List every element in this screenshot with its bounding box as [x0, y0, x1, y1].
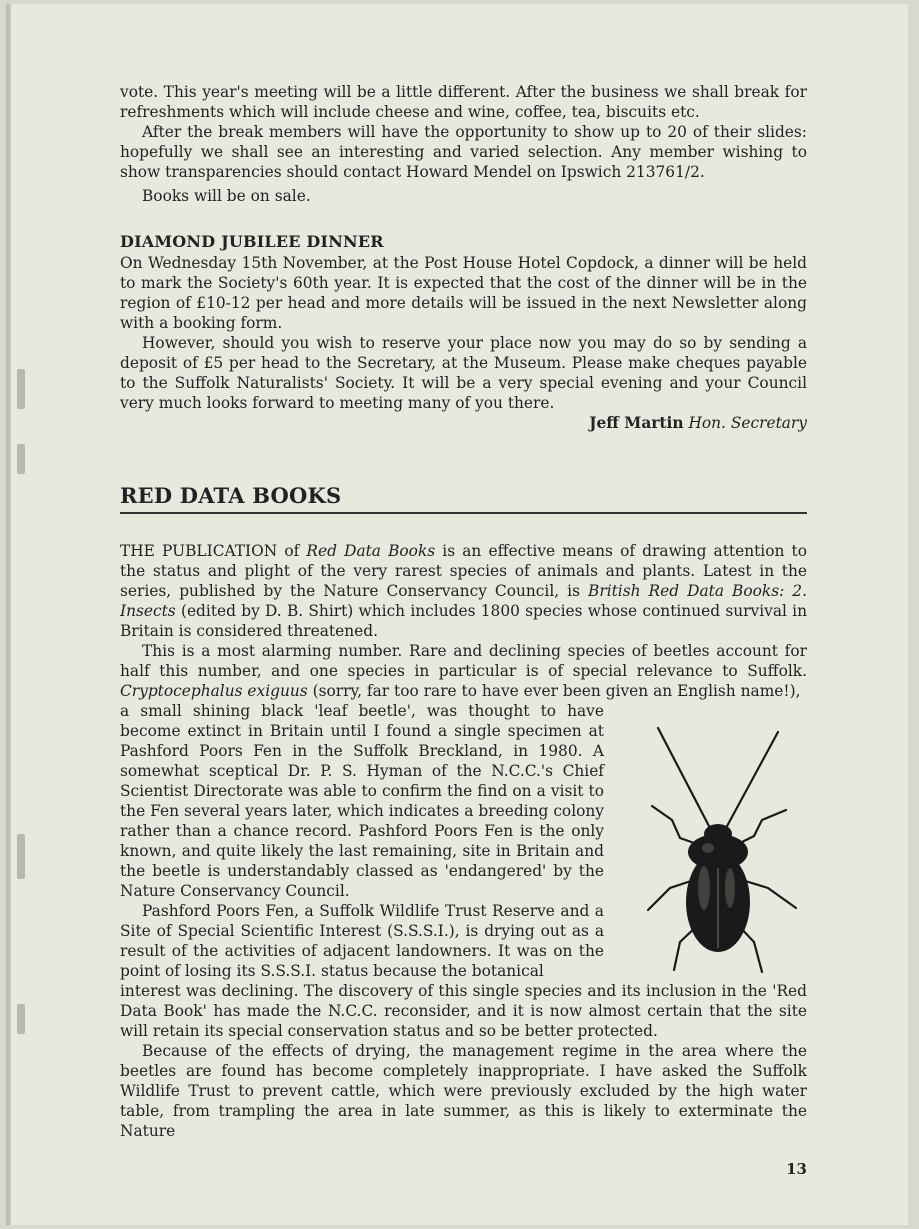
signature-title: Hon. Secretary [688, 414, 807, 432]
intro-paragraph-3: Books will be on sale. [142, 187, 311, 205]
article-paragraph-4: Because of the effects of drying, the management regime in the area where the beetles are found has become completely inappropriate. I have asked the Suffolk Wildlife Trust to prevent cattle, which were previously excluded by the high water table, from trampling the area in late summer, as this is likely to exterminate the Nature [120, 1042, 807, 1140]
page-edge-mark [17, 369, 25, 409]
dinner-paragraph-2: However, should you wish to reserve your place now you may do so by sending a deposit of £5 per head to the Secretary, at the Museum. Please make cheques payable to the Suffolk Naturalists' Society. It will be a very special evening and your Council very much looks forward to meeting many of you there. [120, 334, 807, 412]
text-run: This is a most alarming number. Rare and declining species of beetles account for half this number, and one species in particular is of special relevance to Suffolk. [120, 642, 807, 680]
text-run: (sorry, far too rare to have ever been given an English name!), [307, 682, 801, 700]
article-paragraph-2-wrap: a small shining black 'leaf beetle', was thought to have become extinct in Britain until I found a single specimen at Pashford Poors Fen in the Suffolk Breckland, in 1980. A somewhat sceptical Dr. P. S. Hyman of the N.C.C.'s Chief Scientist Directorate was able to confirm the find on a visit to the Fen several years later, which indicates a breeding colony rather than a chance record. Pashford Poors Fen is the only known, and quite likely the last remaining, site in Britain and the beetle is understandably classed as 'endangered' by the Nature Conservancy Council. [120, 702, 604, 900]
article-paragraph-3-rest: interest was declining. The discovery of this single species and its inclusion in the 'Red Data Book' has made the N.C.C. reconsider, and it is now almost certain that the site will retain its special conservation status and so be better protected. [120, 982, 807, 1040]
text-run: (edited by D. B. Shirt) which includes 1800 species whose continued survival in Britain is considered threatened. [120, 602, 807, 640]
text-run: is an effective means of drawing attention to the status and plight of the very rarest species of animals and plants. Latest in the series, published by the Nature Conservancy Council, is [120, 542, 807, 600]
page-edge-mark [17, 834, 25, 879]
intro-section [120, 82, 807, 206]
page-edge-mark [17, 444, 25, 474]
article-paragraph-2 [120, 641, 807, 701]
signature-name: Jeff Martin [589, 414, 684, 432]
article-header [120, 483, 807, 514]
article-heading: RED DATA BOOKS [120, 483, 342, 508]
species-name: Cryptocephalus exiguus [120, 682, 308, 700]
page-number: 13 [786, 1160, 807, 1178]
article-paragraph-3-wrap: Pashford Poors Fen, a Suffolk Wildlife Trust Reserve and a Site of Special Scientific Interest (S.S.S.I.), is drying out as a result of the activities of adjacent landowners. It was on the point of losing its S.S.S.I. status because the botanical [120, 902, 604, 980]
dinner-section [120, 232, 807, 433]
intro-paragraph-2: After the break members will have the opportunity to show up to 20 of their slides: hopefully we shall see an interesting and varied selection. Any member wishing to show transparencies should contact Howard Mendel on Ipswich 213761/2. [120, 123, 807, 181]
italic-title: Red Data Books [306, 542, 436, 560]
heading-rule [120, 512, 807, 514]
article-paragraph-1 [120, 541, 807, 641]
signature [120, 413, 807, 433]
page-edge-mark [17, 1004, 25, 1034]
text-run: THE PUBLICATION of [120, 542, 307, 560]
intro-paragraph-1: vote. This year's meeting will be a little different. After the business we shall break for refreshments which will include cheese and wine, coffee, tea, biscuits etc. [120, 83, 807, 121]
dinner-paragraph-1: On Wednesday 15th November, at the Post House Hotel Copdock, a dinner will be held to mark the Society's 60th year. It is expected that the cost of the dinner will be in the region of £10-12 per head and more details will be issued in the next Newsletter along with a booking form. [120, 254, 807, 332]
leaf-beetle-icon [628, 720, 808, 985]
italic-title: British Red Data Books: 2. Insects [120, 582, 807, 620]
dinner-heading: DIAMOND JUBILEE DINNER [120, 232, 384, 251]
